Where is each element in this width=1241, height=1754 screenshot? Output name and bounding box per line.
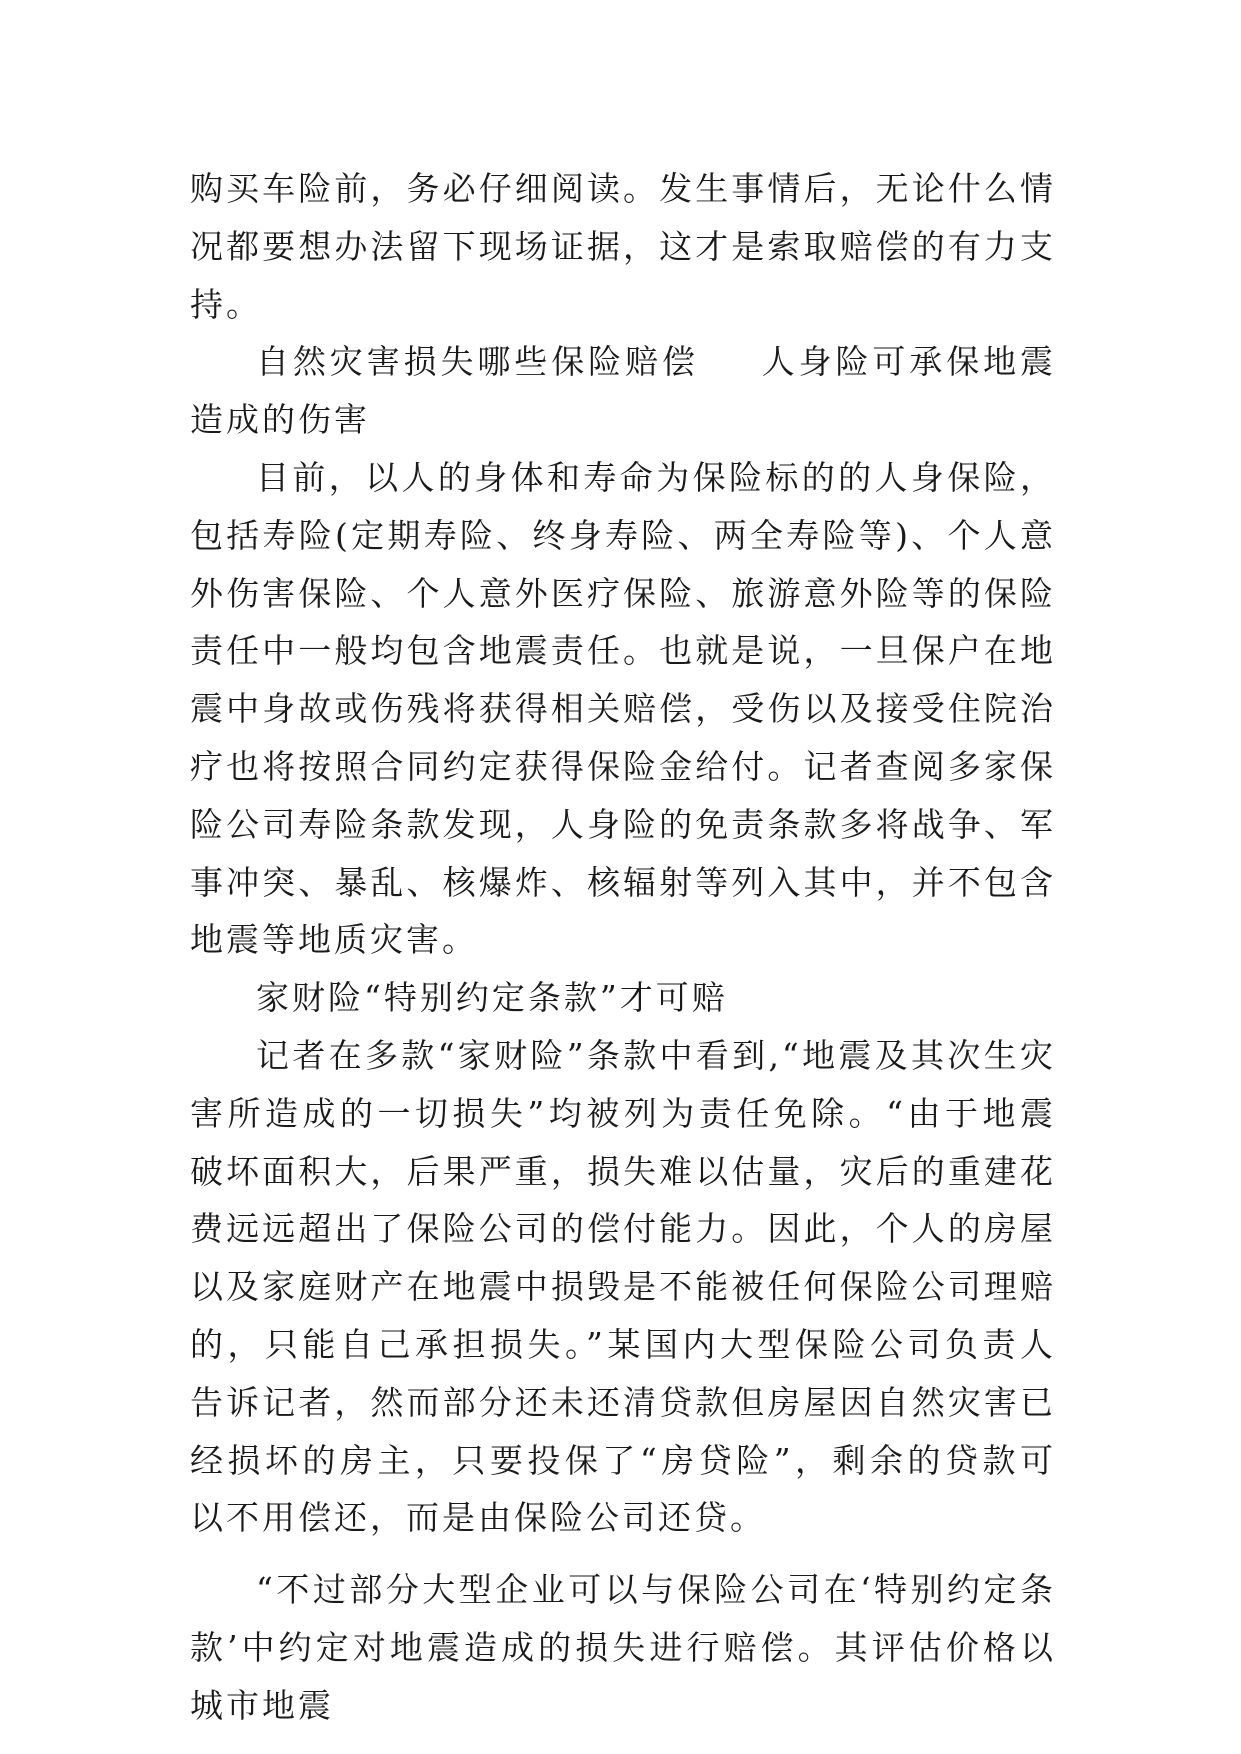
heading-natural-disaster-compensation: 自然灾害损失哪些保险赔偿: [256, 342, 699, 382]
subheading-home-property-insurance: 家财险“特别约定条款”才可赔: [256, 978, 728, 1018]
heading-life-insurance-earthquake: 人身险可承保地震造成的伤害: [190, 342, 1057, 440]
section-heading-natural-disaster: [190, 333, 1056, 449]
document-body: [190, 160, 1056, 1735]
paragraph-special-agreement-clause: “不过部分大型企业可以与保险公司在‘特别约定条款’中约定对地震造成的损失进行赔偿。其评估价格以城市地震: [190, 1570, 1056, 1725]
paragraph-life-insurance: 目前，以人的身体和寿命为保险标的的人身保险，包括寿险(定期寿险、终身寿险、两全寿险等)、个人意外伤害保险、个人意外医疗保险、旅游意外险等的保险责任中一般均包含地震责任。也就是说，一旦保户在地震中身故或伤残将获得相关赔偿，受伤以及接受住院治疗也将按照合同约定获得保险金给付。记者查阅多家保险公司寿险条款发现，人身险的免责条款多将战争、军事冲突、暴乱、核爆炸、核辐射等列入其中，并不包含地震等地质灾害。: [190, 457, 1056, 960]
paragraph-home-property-insurance: 记者在多款“家财险”条款中看到,“地震及其次生灾害所造成的一切损失”均被列为责任免除。“由于地震破坏面积大，后果严重，损失难以估量，灾后的重建花费远远超出了保险公司的偿付能力。因此，个人的房屋以及家庭财产在地震中损毁是不能被任何保险公司理赔的，只能自己承担损失。”某国内大型保险公司负责人告诉记者，然而部分还未还清贷款但房屋因自然灾害已经损坏的房主，只要投保了“房贷险”，剩余的贷款可以不用偿还，而是由保险公司还贷。: [190, 1035, 1056, 1538]
paragraph-car-insurance-advice: 购买车险前，务必仔细阅读。发生事情后，无论什么情况都要想办法留下现场证据，这才是索取赔偿的有力支持。: [190, 169, 1056, 324]
